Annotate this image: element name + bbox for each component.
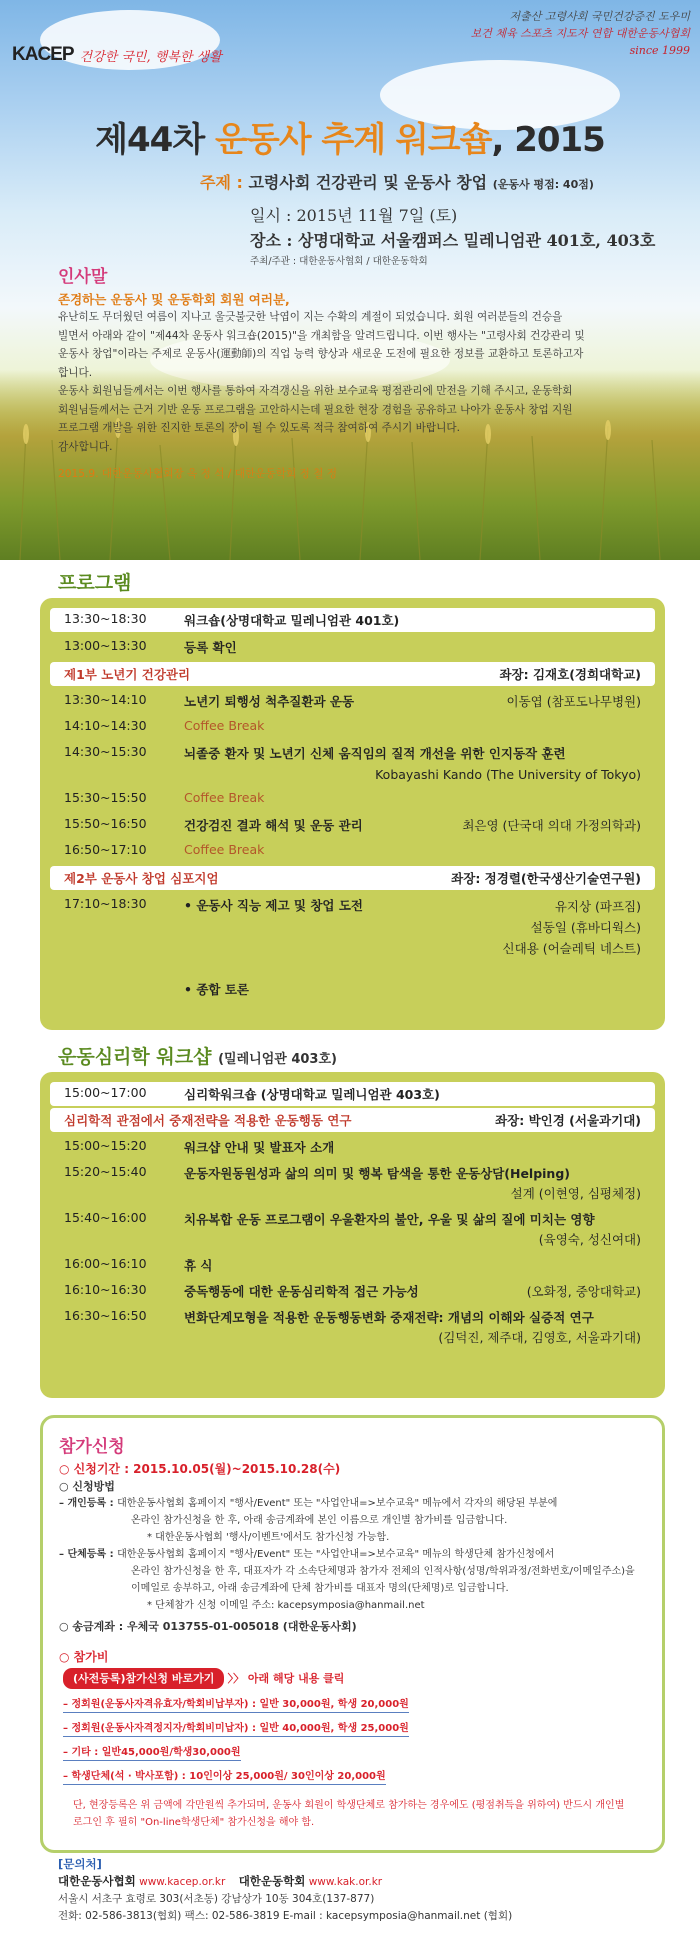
program-row — [50, 1082, 655, 1106]
program-row — [50, 1206, 655, 1252]
greeting-salutation: 존경하는 운동사 및 운동학회 회원 여러분, — [58, 292, 290, 307]
page-title — [0, 112, 700, 161]
website-link[interactable]: www.kak.or.kr — [308, 1876, 383, 1888]
program-row — [50, 1278, 655, 1304]
row-speaker: 이동엽 (참포도나무병원) — [506, 694, 641, 709]
workshop-title-text: 운동심리학 워크샵 — [58, 1046, 212, 1068]
group-line-2: 온라인 참가신청을 한 후, 대표자가 각 소속단체명과 참가자 전체의 인적사항(성명/학위과정/전화번호/이메일주소)을 — [131, 1566, 635, 1577]
row-speaker: 최은영 (단국대 의대 가정의학과) — [462, 818, 641, 833]
tagline-line-1: 저출산 고령사회 국민건강증진 도우미 — [509, 10, 690, 23]
program-row — [50, 740, 655, 786]
register-hint: 〉〉 아래 해당 내용 클릭 — [227, 1672, 345, 1685]
row-time: 14:30~15:30 — [64, 744, 147, 759]
row-text: 건강검진 결과 해석 및 운동 관리 — [184, 818, 363, 833]
tagline-since: since 1999 — [629, 44, 690, 57]
coffee-break: Coffee Break — [184, 842, 265, 857]
row-time: 13:30~18:30 — [64, 611, 147, 626]
row-text: 중독행동에 대한 운동심리학적 접근 가능성 — [184, 1284, 419, 1299]
row-time: 15:40~16:00 — [64, 1210, 147, 1225]
session-header — [50, 866, 655, 890]
row-text: 워크숍(상명대학교 밀레니엄관 401호) — [184, 613, 400, 628]
registration-note-1: 단, 현장등록은 위 금액에 각만원씩 추가되며, 운동사 회원이 학생단체로 참가하는 경우에도 (평점취득을 위하여) 반드시 개인별 — [73, 1800, 625, 1811]
title-highlight: 운동사 추계 워크숍 — [215, 120, 492, 160]
org-name: 대한운동사협회 — [58, 1874, 136, 1888]
row-time: 16:50~17:10 — [64, 842, 147, 857]
row-speaker: 설동일 (휴바디웍스) — [530, 920, 641, 935]
program-row — [50, 786, 655, 812]
row-time: 15:50~16:50 — [64, 816, 147, 831]
row-time: 15:00~17:00 — [64, 1085, 147, 1100]
row-time: 14:10~14:30 — [64, 718, 147, 733]
greeting-signature: 2015.9. 대한운동사협회장 옥 정 석 / 대한운동학회 정 철 정 — [58, 468, 337, 480]
registration-box — [40, 1415, 665, 1853]
session-header — [50, 1108, 655, 1132]
theme-label: 주제 : — [200, 173, 249, 192]
individual-line-1: 대한운동사협회 홈페이지 "행사/Event" 또는 "사업안내=>보수교육" 메뉴에서 각자의 해당된 부분에 — [117, 1498, 558, 1509]
row-text: 워크샵 안내 및 발표자 소개 — [184, 1140, 335, 1155]
registration-note-2: 로그인 후 필히 "On-line학생단체" 참가신청을 해야 함. — [73, 1817, 315, 1828]
row-time: 13:00~13:30 — [64, 638, 147, 653]
group-line-4: * 단체참가 신청 이메일 주소: kacepsymposia@hanmail.net — [147, 1600, 425, 1611]
row-text: 노년기 퇴행성 척추질환과 운동 — [184, 694, 355, 709]
row-speaker: (오화정, 중앙대학교) — [526, 1284, 641, 1299]
tagline-line-2: 보건 체육 스포츠 지도자 연합 대한운동사협회 — [470, 27, 690, 40]
workshop-box — [40, 1072, 665, 1398]
row-text: 뇌졸중 환자 및 노년기 신체 움직임의 질적 개선을 위한 인지동작 훈련 — [184, 746, 566, 761]
row-text: 변화단계모형을 적용한 운동행동변화 중재전략: 개념의 이해와 실증적 연구 — [184, 1310, 594, 1325]
session-title: 심리학적 관점에서 중재전략을 적용한 운동행동 연구 — [64, 1113, 352, 1128]
row-text: 치유복합 운동 프로그램이 우울환자의 불안, 우울 및 삶의 질에 미치는 영향 — [184, 1212, 595, 1227]
individual-line-2: 온라인 참가신청을 한 후, 아래 송금계좌에 본인 이름으로 개인별 참가비를 입금합니다. — [131, 1515, 508, 1526]
greeting-body — [58, 308, 658, 456]
coffee-break: Coffee Break — [184, 790, 265, 805]
row-time: 13:30~14:10 — [64, 692, 147, 707]
website-link[interactable]: www.kacep.or.kr — [139, 1876, 226, 1888]
row-time: 15:00~15:20 — [64, 1138, 147, 1153]
row-text: 휴 식 — [184, 1258, 213, 1273]
program-row — [50, 892, 655, 976]
program-row — [50, 1304, 655, 1350]
row-speaker: (김덕진, 제주대, 김영호, 서울과기대) — [438, 1330, 641, 1345]
event-place: 장소 : 상명대학교 서울캠퍼스 밀레니엄관 401호, 403호 — [250, 231, 656, 250]
coffee-break: Coffee Break — [184, 718, 265, 733]
bank-account: ○ 송금계좌 : 우체국 013755-01-005018 (대한운동사회) — [59, 1620, 357, 1633]
registration-method: ○ 신청방법 — [59, 1480, 115, 1493]
row-text: • 운동사 직능 제고 및 창업 도전 — [184, 898, 364, 913]
program-row — [50, 1134, 655, 1160]
title-suffix: , 2015 — [491, 120, 605, 160]
workshop-title-note: (밀레니엄관 403호) — [218, 1052, 337, 1067]
org-name: 대한운동학회 — [238, 1874, 306, 1888]
workshop-title — [58, 1042, 337, 1069]
row-speaker: (육영숙, 성신여대) — [538, 1232, 641, 1247]
brand-tagline — [471, 8, 690, 59]
program-row — [50, 976, 655, 1002]
session-chair: 좌장: 김재호(경희대학교) — [499, 667, 641, 682]
program-row — [50, 688, 655, 714]
program-row — [50, 812, 655, 838]
group-line-1: 대한운동사협회 홈페이지 "행사/Event" 또는 "사업안내=>보수교육" 메뉴의 학생단체 참가신청에서 — [117, 1549, 555, 1560]
greeting-text: 유난히도 무더웠던 여름이 지나고 울긋불긋한 낙엽이 지는 수확의 계절이 되었습니다. 회원 여러분들의 건승을 빌면서 아래와 같이 "제44차 운동사 워크숍(2015)"을 개최함을 알려드립니다. 이번 행사는 "고령사회 건강관리 및 운동사 창업"이라는 주제로 운동사(運動師)의 직업 능력 향상과 새로운 도전에 필요한 정보를 교환하고 토론하고자 합니다. 운동사 회원님들께서는 이번 행사를 통하여 자격갱신을 위한 보수교육 평점관리에 만전을 기해 주시고, 운동학회 회원님들께서는 근거 기반 운동 프로그램을 고안하시는데 필요한 현장 경험을 공유하고 나아가 운동사 창업 지원 프로그램 개발을 위한 진지한 토론의 장이 될 수 있도록 적극 참여하여 주시기 바랍니다. 감사합니다. — [58, 311, 585, 453]
group-label: – 단체등록 : — [59, 1549, 118, 1560]
row-time: 15:30~15:50 — [64, 790, 147, 805]
program-row — [50, 634, 655, 660]
theme-text: 고령사회 건강관리 및 운동사 창업 — [248, 173, 488, 192]
title-prefix: 제44차 — [95, 120, 215, 160]
session-chair: 좌장: 박인경 (서울과기대) — [495, 1113, 641, 1128]
greeting-heading: 인사말 — [58, 267, 108, 287]
event-host: 주최/주관 : 대한운동사협회 / 대한운동학회 — [250, 256, 428, 267]
register-now-button[interactable]: (사전등록)참가신청 바로가기 — [63, 1668, 224, 1689]
row-time: 16:30~16:50 — [64, 1308, 147, 1323]
row-text: 심리학워크숍 (상명대학교 밀레니엄관 403호) — [184, 1087, 440, 1102]
session-title: 제2부 운동사 창업 심포지엄 — [64, 871, 219, 886]
theme-note: (운동사 평점: 40점) — [492, 178, 594, 191]
row-speaker: Kobayashi Kando (The University of Tokyo) — [375, 767, 641, 782]
fee-title: ○ 참가비 — [59, 1650, 109, 1664]
row-text: 등록 확인 — [184, 640, 237, 655]
row-time: 16:00~16:10 — [64, 1256, 147, 1271]
group-line-3: 이메일로 송부하고, 아래 송금계좌에 단체 참가비를 대표자 명의(단체명)로 입금합니다. — [131, 1583, 509, 1594]
logo-slogan: 건강한 국민, 행복한 생활 — [79, 49, 222, 65]
session-chair: 좌장: 정경렬(한국생산기술연구원) — [451, 871, 641, 886]
program-row — [50, 1160, 655, 1206]
session-header — [50, 662, 655, 686]
program-row — [50, 608, 655, 632]
individual-label: – 개인등록 : — [59, 1498, 118, 1509]
hero-banner — [0, 0, 700, 560]
individual-line-3: * 대한운동사협회 '행사/이벤트'에서도 참가신청 가능함. — [147, 1532, 390, 1543]
row-time: 16:10~16:30 — [64, 1282, 147, 1297]
fee-link[interactable]: – 정회원(운동사자격정지자/학회비미납자) : 일반 40,000원, 학생 25,000원 — [63, 1717, 409, 1737]
program-box — [40, 598, 665, 1030]
session-title: 제1부 노년기 건강관리 — [64, 667, 191, 682]
fee-link[interactable]: – 학생단체(석 · 박사포함) : 10인이상 25,000원/ 30인이상 20,000원 — [63, 1765, 386, 1785]
contact-heading: [문의처] — [58, 1857, 102, 1871]
contact-address: 서울시 서초구 효령로 303(서초동) 강남상가 10동 304호(137-877) — [58, 1893, 375, 1905]
row-text: • 종합 토론 — [184, 982, 249, 997]
row-speaker: 신대용 (어슬레틱 네스트) — [502, 941, 641, 956]
contact-info — [58, 1856, 512, 1925]
registration-title: 참가신청 — [59, 1437, 125, 1457]
program-row — [50, 714, 655, 740]
row-speaker: 설계 (이현영, 심평체정) — [510, 1186, 641, 1201]
fee-link[interactable]: – 기타 : 일반45,000원/학생30,000원 — [63, 1741, 241, 1761]
event-date: 일시 : 2015년 11월 7일 (토) — [250, 206, 458, 225]
row-time: 17:10~18:30 — [64, 896, 147, 911]
speaker-list — [503, 896, 655, 959]
row-time: 15:20~15:40 — [64, 1164, 147, 1179]
program-title: 프로그램 — [58, 572, 132, 594]
kacep-logo — [12, 44, 222, 66]
theme-line — [200, 170, 594, 193]
registration-period: ○ 신청기간 : 2015.10.05(월)~2015.10.28(수) — [59, 1462, 341, 1476]
logo-text: KACEP — [12, 44, 74, 65]
fee-link[interactable]: – 정회원(운동사자격유효자/학회비납부자) : 일반 30,000원, 학생 20,000원 — [63, 1693, 409, 1713]
row-speaker: 유지상 (파프짐) — [554, 899, 641, 914]
row-text: 운동자원동원성과 삶의 의미 및 행복 탐색을 통한 운동상담(Helping) — [184, 1166, 570, 1181]
program-row — [50, 1252, 655, 1278]
contact-phone: 전화: 02-586-3813(협회) 팩스: 02-586-3819 E-mail : kacepsymposia@hanmail.net (협회) — [58, 1910, 513, 1922]
program-row — [50, 838, 655, 864]
